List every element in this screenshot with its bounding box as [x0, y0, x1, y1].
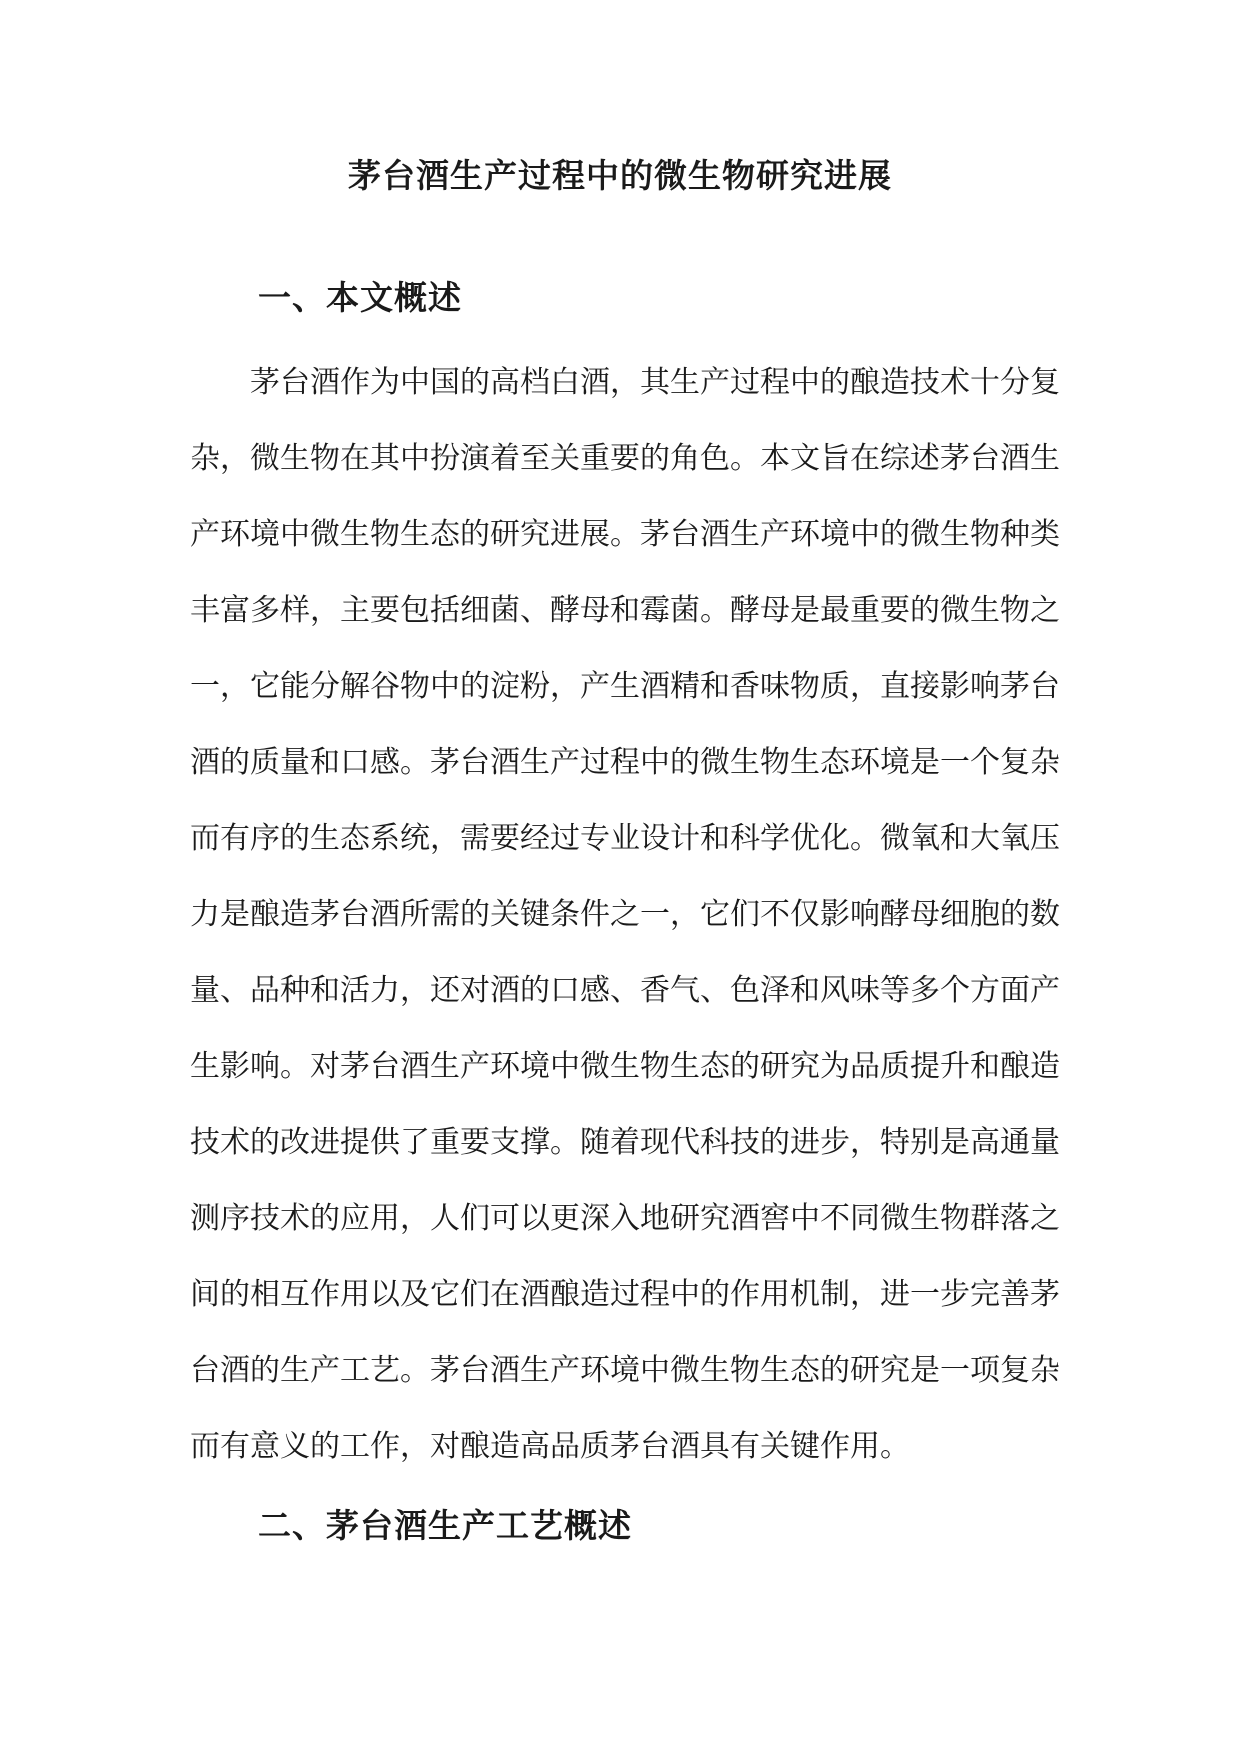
section-overview-body [190, 345, 1060, 1485]
paragraph-line: 产环境中微生物生态的研究进展。茅台酒生产环境中的微生物种类 [190, 517, 1060, 552]
paragraph-line: 一，它能分解谷物中的淀粉，产生酒精和香味物质，直接影响茅台 [190, 669, 1060, 704]
paragraph-line: 力是酿造茅台酒所需的关键条件之一，它们不仅影响酵母细胞的数 [190, 897, 1060, 932]
paragraph-line: 杂，微生物在其中扮演着至关重要的角色。本文旨在综述茅台酒生 [190, 441, 1060, 476]
section-heading-process: 二、茅台酒生产工艺概述 [258, 1506, 632, 1545]
paragraph-line: 丰富多样，主要包括细菌、酵母和霉菌。酵母是最重要的微生物之 [190, 593, 1060, 628]
paragraph-line: 技术的改进提供了重要支撑。随着现代科技的进步，特别是高通量 [190, 1125, 1060, 1160]
paragraph-line: 而有序的生态系统，需要经过专业设计和科学优化。微氧和大氧压 [190, 821, 1060, 856]
paragraph-line: 生影响。对茅台酒生产环境中微生物生态的研究为品质提升和酿造 [190, 1049, 1060, 1084]
paragraph-line: 而有意义的工作，对酿造高品质茅台酒具有关键作用。 [190, 1429, 910, 1464]
section-heading-overview: 一、本文概述 [258, 278, 462, 317]
paragraph-line: 间的相互作用以及它们在酒酿造过程中的作用机制，进一步完善茅 [190, 1277, 1060, 1312]
paragraph-line: 台酒的生产工艺。茅台酒生产环境中微生物生态的研究是一项复杂 [190, 1353, 1060, 1388]
document-title: 茅台酒生产过程中的微生物研究进展 [348, 156, 892, 195]
paragraph-line: 酒的质量和口感。茅台酒生产过程中的微生物生态环境是一个复杂 [190, 745, 1060, 780]
paragraph-line: 测序技术的应用，人们可以更深入地研究酒窖中不同微生物群落之 [190, 1201, 1060, 1236]
paragraph-line: 茅台酒作为中国的高档白酒，其生产过程中的酿造技术十分复 [250, 365, 1060, 400]
paragraph-line: 量、品种和活力，还对酒的口感、香气、色泽和风味等多个方面产 [190, 973, 1060, 1008]
